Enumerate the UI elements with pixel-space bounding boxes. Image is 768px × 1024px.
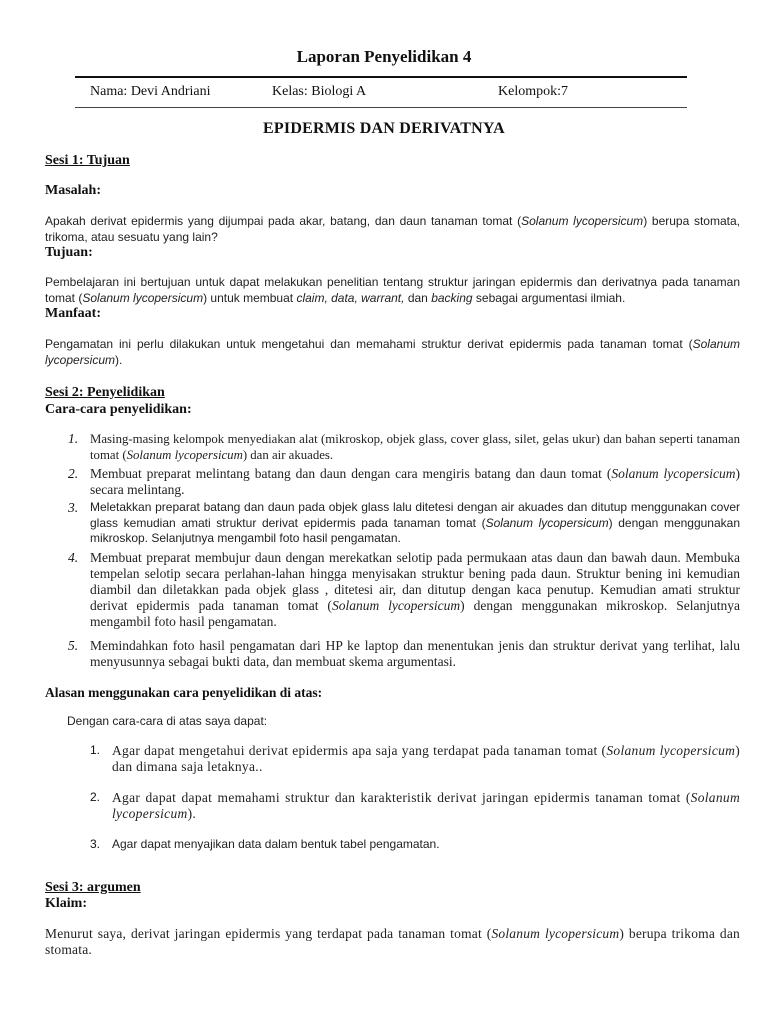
manfaat-label: Manfaat: (45, 306, 101, 321)
student-name: Nama: Devi Andriani (90, 84, 211, 99)
alasan-label: Alasan menggunakan cara penyelidikan di atas: (45, 685, 323, 700)
masalah-label: Masalah: (45, 183, 101, 198)
header-rule-bottom (75, 107, 687, 108)
klaim-text: Menurut saya, derivat jaringan epidermis yang terdapat pada tanaman tomat (Solanum lycopersicum) berupa trikoma dan stomata. (45, 926, 740, 957)
alasan-intro: Dengan cara-cara di atas saya dapat: (67, 714, 268, 728)
student-group: Kelompok:7 (498, 84, 568, 99)
section-1-heading: Sesi 1: Tujuan (45, 153, 130, 168)
report-title: Laporan Penyelidikan 4 (296, 47, 472, 66)
section-2-heading: Sesi 2: Penyelidikan (45, 385, 165, 400)
manfaat-text: Pengamatan ini perlu dilakukan untuk mengetahui dan memahami struktur derivat epidermis pada tanaman tomat (Solanum lycopersicum). (45, 337, 740, 367)
cara-label: Cara-cara penyelidikan: (45, 402, 192, 417)
klaim-label: Klaim: (45, 896, 87, 911)
tujuan-label: Tujuan: (45, 245, 93, 260)
masalah-text: Apakah derivat epidermis yang dijumpai pada akar, batang, dan daun tanaman tomat (Solanum lycopersicum) berupa stomata, trikoma, atau sesuatu yang lain? (45, 214, 740, 244)
document-page: Laporan Penyelidikan 4 Nama: Devi Andriani Kelas: Biologi A Kelompok:7 EPIDERMIS DAN DERIVATNYA Sesi 1: Tujuan Masalah: Apakah derivat epidermis yang dijumpai pada akar, batang, dan daun tanaman tomat (Solanum lycopersicum) berupa stomata, trikoma, atau sesuatu yang lain? Tujuan: Pembelajaran ini bertujuan untuk dapat melakukan penelitian tentang struktur jaringan epidermis dan derivatnya pada tanaman tomat (Solanum lycopersicum) untuk membuat claim, data, warrant, dan backing sebagai argumentasi ilmiah. Manfaat: Pengamatan ini perlu dilakukan untuk mengetahui dan memahami struktur derivat epidermis pada tanaman tomat (Solanum lycopersicum). Sesi 2: Penyelidikan Cara-cara penyelidikan: 1. Masing-masing kelompok menyediakan alat (mikroskop, objek glass, cover glass, silet, gelas ukur) dan bahan seperti tanaman tomat (Solanum lycopersicum) dan air akuades. 2. Membuat preparat melintang batang dan daun dengan cara mengiris batang dan daun tomat (Solanum lycopersicum) secara melintang. 3. Meletakkan preparat batang dan daun pada objek glass lalu ditetesi dengan air akuades dan ditutup menggunakan cover glass kemudian amati struktur derivat epidermis pada tanaman tomat (Solanum lycopersicum) dengan menggunakan mikroskop. Selanjutnya mengambil foto hasil pengamatan. 4. Membuat preparat membujur daun dengan merekatkan selotip pada permukaan atas daun dan bawah daun. Membuka tempelan selotip secara perlahan-lahan hingga menyisakan struktur bening pada daun. Struktur bening ini kemudian diambil dan diletakkan pada objek glass , ditetesi air, dan ditutup dengan kaca penutup. Kemudian amati struktur derivat epidermis pada tanaman tomat (Solanum lycopersicum) dengan menggunakan mikroskop. Selanjutnya mengambil foto hasil pengamatan. 5. Memindahkan foto hasil pengamatan dari HP ke laptop dan menentukan jenis dan struktur derivat yang terlihat, lalu menyusunnya sebagai bukti data, dan membuat skema argumentasi. Alasan menggunakan cara penyelidikan di atas: Dengan cara-cara di atas saya dapat: 1. Agar dapat mengetahui derivat epidermis apa saja yang terdapat pada tanaman tomat (Solanum lycopersicum) dan dimana saja letaknya.. 2. Agar dapat dapat memahami struktur dan karakteristik derivat jaringan epidermis tanaman tomat (Solanum lycopersicum). 3. Agar dapat menyajikan data dalam bentuk tabel pengamatan. Sesi 3: argumen Klaim: Menurut saya, derivat jaringan epidermis yang terdapat pada tanaman tomat (Solanum lycopersicum) berupa trikoma dan stomata. (0, 0, 768, 1024)
main-heading: EPIDERMIS DAN DERIVATNYA (263, 120, 505, 137)
header-rule-top (75, 76, 687, 78)
tujuan-text: Pembelajaran ini bertujuan untuk dapat melakukan penelitian tentang struktur jaringan epidermis dan derivatnya pada tanaman tomat (Solanum lycopersicum) untuk membuat claim, data, warrant, dan backing sebagai argumentasi ilmiah. (45, 275, 740, 305)
section-3-heading: Sesi 3: argumen (45, 880, 141, 895)
student-class: Kelas: Biologi A (272, 84, 367, 99)
